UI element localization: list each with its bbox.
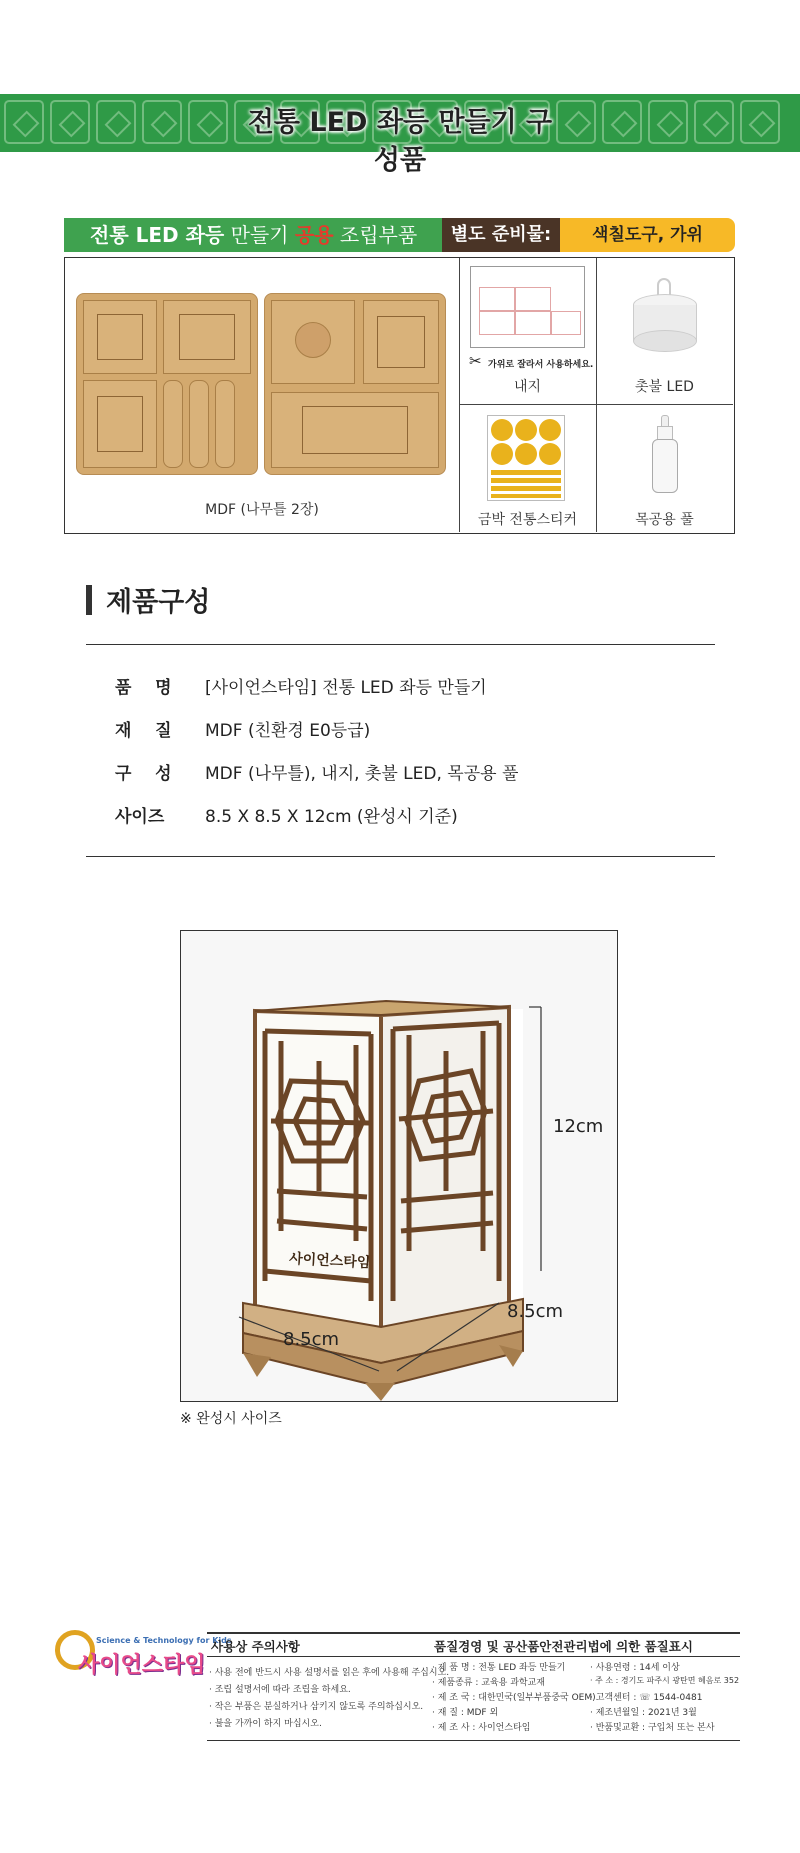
scissors-icon: ✂ [469,352,482,370]
lamp-logo-text: 사이언스타임 [288,1251,371,1272]
width-label: 8.5cm [283,1329,340,1350]
quality-item: · 제 조 국 : 대한민국(일부부품중국 OEM) [432,1693,596,1703]
title-banner [0,94,800,176]
parts-header [64,218,735,252]
product-photo [180,930,618,1402]
height-label: 12cm [553,1116,604,1137]
caution-item: · 사용 전에 반드시 사용 설명서를 읽은 후에 사용해 주십시오. [209,1668,450,1678]
led-candle-image [633,278,697,358]
extra-supplies-label: 별도 준비물: [442,218,560,252]
glue-caption: 목공용 풀 [635,512,694,528]
quality-item: · 제품종류 : 교육용 과학교재 [432,1678,545,1688]
banner-title: 전통 LED 좌등 만들기 구성품 [247,107,553,176]
spec-row-composition: 구 성 MDF (나무틀), 내지, 촛불 LED, 목공용 풀 [115,764,519,784]
extra-supplies-items: 색칠도구, 가위 [560,218,735,252]
gold-sticker-image [487,415,565,501]
caution-item: · 불을 가까이 하지 마십시오. [209,1719,322,1729]
brand-logo: 사이언스타임 [78,1653,206,1678]
section-marker [86,585,92,615]
parts-table [64,257,735,534]
caution-list [209,1665,449,1733]
bottom-rule [86,856,715,857]
caution-item: · 작은 부품은 분실하거나 삼키지 않도록 주의하십시오. [209,1702,424,1712]
logo-tagline: Science & Technology for Kids [96,1636,232,1645]
paper-note: 가위로 잘라서 사용하세요. [488,360,594,370]
caution-item: · 조립 설명서에 따라 조립을 하세요. [209,1685,351,1695]
quality-item: · 주 소 : 경기도 파주시 광탄면 혜음로 352 [590,1676,740,1685]
quality-item: · 반품및교환 : 구입처 또는 본사 [590,1723,715,1733]
section-title: 제품구성 [106,587,211,618]
quality-item: · 사용연령 : 14세 이상 [590,1663,680,1673]
quality-item: · 제조년월일 : 2021년 3월 [590,1708,697,1718]
quality-item: · 재 질 : MDF 외 [432,1708,499,1718]
quality-right-list [590,1660,739,1735]
spec-row-material: 재 질 MDF (친환경 E0등급) [115,721,371,741]
quality-title: 품질경영 및 공산품안전관리법에 의한 품질표시 [434,1639,693,1654]
parts-header-title: 전통 LED 좌등 만들기 공용 조립부품 [64,218,442,252]
footer-top-rule [207,1632,740,1634]
sticker-caption: 금박 전통스티커 [477,512,578,528]
lamp-illustration [181,931,617,1401]
quality-item: · 고객센터 : ☏ 1544-0481 [590,1693,703,1703]
mdf-sheet-1 [76,293,258,475]
footer-mid-rule [207,1656,740,1657]
size-note: ※ 완성시 사이즈 [180,1411,282,1427]
depth-label: 8.5cm [507,1301,564,1322]
footer-bottom-rule [207,1740,740,1741]
quality-item: · 제 품 명 : 전통 LED 좌등 만들기 [432,1663,566,1673]
quality-left-list [432,1660,596,1735]
paper-sheet-image [470,266,585,348]
mdf-caption: MDF (나무틀 2장) [205,502,319,518]
quality-item: · 제 조 사 : 사이언스타임 [432,1723,531,1733]
spec-row-size: 사이즈 8.5 X 8.5 X 12cm (완성시 기준) [115,807,458,827]
paper-caption: 내지 [513,379,542,395]
caution-title: 사용상 주의사항 [211,1639,300,1654]
mdf-sheet-2 [264,293,446,475]
led-caption: 촛불 LED [635,379,694,395]
glue-bottle-image [650,415,680,497]
top-rule [86,644,715,645]
spec-row-name: 품 명 [사이언스타임] 전통 LED 좌등 만들기 [115,678,487,698]
